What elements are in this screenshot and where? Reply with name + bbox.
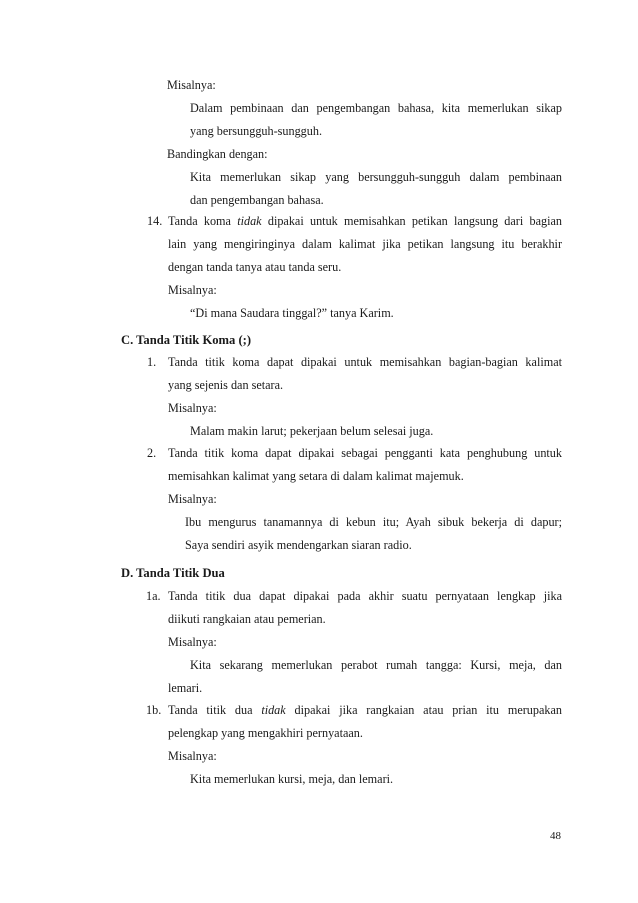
list-number: 14. (147, 214, 163, 228)
list-item-text: pelengkap yang mengakhiri pernyataan. (168, 726, 363, 740)
list-item-text: Tanda koma tidak dipakai untuk memisahkan petikan langsung dari bagian (168, 214, 562, 228)
example-label: Misalnya: (168, 749, 217, 763)
example-text-line: Malam makin larut; pekerjaan belum selesai juga. (190, 424, 434, 438)
example-label: Misalnya: (168, 283, 217, 297)
list-item-text: memisahkan kalimat yang setara di dalam kalimat majemuk. (168, 469, 464, 483)
section-heading: C. Tanda Titik Koma (;) (121, 333, 252, 347)
list-number: 2. (147, 446, 157, 460)
example-label: Misalnya: (168, 635, 217, 649)
example-text-line: Kita memerlukan kursi, meja, dan lemari. (190, 772, 394, 786)
list-number: 1a. (146, 589, 161, 603)
emphasis: tidak (237, 214, 262, 228)
emphasis: tidak (261, 703, 286, 717)
example-text-line: Dalam pembinaan dan pengembangan bahasa, kita memerlukan sikap (190, 101, 562, 115)
example-text-line: Kita sekarang memerlukan perabot rumah tangga: Kursi, meja, dan (190, 658, 562, 672)
example-text-line: Ibu mengurus tanamannya di kebun itu; Ayah sibuk bekerja di dapur; (185, 515, 562, 529)
example-label: Misalnya: (167, 78, 216, 92)
list-item-text: diikuti rangkaian atau pemerian. (168, 612, 326, 626)
compare-label: Bandingkan dengan: (167, 147, 268, 161)
list-item-text: yang sejenis dan setara. (168, 378, 284, 392)
list-item-text: Tanda titik dua tidak dipakai jika rangkaian atau prian itu merupakan (168, 703, 562, 717)
example-text-line: Kita memerlukan sikap yang bersungguh-sungguh dalam pembinaan (190, 170, 562, 184)
example-text-line: Saya sendiri asyik mendengarkan siaran radio. (185, 538, 412, 552)
list-item-text: Tanda titik koma dapat dipakai sebagai pengganti kata penghubung untuk (168, 446, 562, 460)
list-item-text: lain yang mengiringinya dalam kalimat jika petikan langsung itu berakhir (168, 237, 562, 251)
list-number: 1. (147, 355, 157, 369)
section-heading: D. Tanda Titik Dua (121, 566, 225, 580)
list-item-text: dengan tanda tanya atau tanda seru. (168, 260, 342, 274)
example-text-line: yang bersungguh-sungguh. (190, 124, 323, 138)
example-label: Misalnya: (168, 401, 217, 415)
list-item-text: Tanda titik koma dapat dipakai untuk memisahkan bagian-bagian kalimat (168, 355, 562, 369)
list-number: 1b. (146, 703, 162, 717)
example-text-line: dan pengembangan bahasa. (190, 193, 324, 207)
list-item-text: Tanda titik dua dapat dipakai pada akhir suatu pernyataan lengkap jika (168, 589, 562, 603)
example-label: Misalnya: (168, 492, 217, 506)
page-number: 48 (550, 830, 561, 842)
example-text-line: “Di mana Saudara tinggal?” tanya Karim. (190, 306, 394, 320)
example-text-line: lemari. (168, 681, 203, 695)
